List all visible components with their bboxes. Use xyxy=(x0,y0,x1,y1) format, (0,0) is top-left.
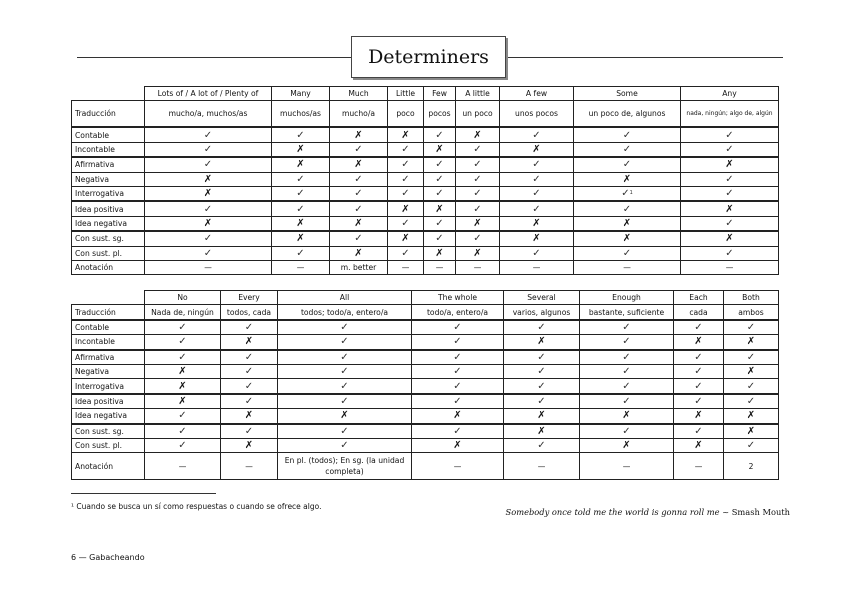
column-header: Many xyxy=(272,87,330,101)
row-label: Idea negativa xyxy=(72,409,145,424)
annotation-cell: — xyxy=(388,260,424,274)
check-mark: ✓ xyxy=(330,201,388,216)
check-mark: ✓ xyxy=(681,172,779,186)
check-mark: ✓ xyxy=(681,216,779,231)
column-header: Some xyxy=(574,87,681,101)
translation-text: nada, ningún; algo de, algún xyxy=(686,109,773,117)
annotation-cell: — xyxy=(145,260,272,274)
check-mark: ✓ xyxy=(574,127,681,142)
column-header: Little xyxy=(388,87,424,101)
translation-cell: mucho/a, muchos/as xyxy=(145,101,272,128)
table-row xyxy=(72,424,779,439)
footnote: ¹ Cuando se busca un sí como respuestas o cuando se ofrece algo. xyxy=(71,502,322,511)
quote-author: Smash Mouth xyxy=(731,507,790,517)
annotation-cell: — xyxy=(145,453,221,480)
check-mark: ✓ xyxy=(724,320,779,335)
check-mark: ✓ xyxy=(504,350,580,365)
check-mark: ✓ xyxy=(412,320,504,335)
page-title: Determiners xyxy=(351,36,506,78)
annotation-cell: — xyxy=(456,260,500,274)
determiners-table-2 xyxy=(71,290,779,480)
table-row xyxy=(72,231,779,246)
column-header: Every xyxy=(221,291,278,305)
check-mark: ✓ xyxy=(500,157,574,172)
cross-mark: ✗ xyxy=(574,216,681,231)
row-label: Contable xyxy=(72,320,145,335)
check-mark: ✓ xyxy=(272,186,330,201)
check-mark: ✓ xyxy=(681,246,779,260)
cross-mark: ✗ xyxy=(221,335,278,350)
check-mark: ✓ xyxy=(574,142,681,157)
check-mark: ✓ xyxy=(272,172,330,186)
column-header: No xyxy=(145,291,221,305)
check-mark: ✓ xyxy=(424,216,456,231)
translation-cell: todo/a, entero/a xyxy=(412,305,504,320)
check-mark: ✓ xyxy=(388,246,424,260)
translation-cell: todos; todo/a, entero/a xyxy=(278,305,412,320)
column-header: The whole xyxy=(412,291,504,305)
column-header: Several xyxy=(504,291,580,305)
check-mark: ✓ xyxy=(504,320,580,335)
table-row xyxy=(72,142,779,157)
cross-mark: ✗ xyxy=(330,157,388,172)
table-row xyxy=(72,216,779,231)
row-label: Idea positiva xyxy=(72,201,145,216)
translation-cell: todos, cada xyxy=(221,305,278,320)
check-mark: ✓ xyxy=(456,142,500,157)
translation-cell: varios, algunos xyxy=(504,305,580,320)
row-label: Incontable xyxy=(72,142,145,157)
column-header: Enough xyxy=(580,291,674,305)
translation-cell: cada xyxy=(674,305,724,320)
header-row xyxy=(72,291,779,305)
check-mark: ✓ xyxy=(145,201,272,216)
row-label: Negativa xyxy=(72,172,145,186)
check-mark: ✓ xyxy=(145,335,221,350)
cross-mark: ✗ xyxy=(724,424,779,439)
check-mark: ✓ xyxy=(278,379,412,394)
check-mark: ✓ xyxy=(278,364,412,378)
cross-mark: ✗ xyxy=(580,438,674,452)
row-label: Idea negativa xyxy=(72,216,145,231)
check-mark: ✓ xyxy=(424,186,456,201)
cross-mark: ✗ xyxy=(221,409,278,424)
check-mark: ✓ xyxy=(145,127,272,142)
cross-mark: ✗ xyxy=(145,394,221,409)
check-mark: ✓ xyxy=(456,186,500,201)
check-mark: ✓ xyxy=(145,438,221,452)
cross-mark: ✗ xyxy=(388,231,424,246)
cross-mark: ✗ xyxy=(500,231,574,246)
column-header: Any xyxy=(681,87,779,101)
check-mark: ✓ xyxy=(504,394,580,409)
check-mark: ✓ xyxy=(504,438,580,452)
translation-cell: poco xyxy=(388,101,424,128)
column-header: Much xyxy=(330,87,388,101)
check-mark: ✓ xyxy=(221,320,278,335)
check-mark: ✓ xyxy=(580,350,674,365)
check-mark: ✓ xyxy=(278,394,412,409)
check-mark: ✓ xyxy=(456,157,500,172)
check-mark: ✓ xyxy=(278,335,412,350)
check-mark: ✓ xyxy=(145,320,221,335)
check-mark: ✓ xyxy=(412,394,504,409)
annotation-cell: — xyxy=(674,453,724,480)
row-label: Afirmativa xyxy=(72,350,145,365)
check-mark: ✓ xyxy=(424,157,456,172)
cross-mark: ✗ xyxy=(580,409,674,424)
check-mark: ✓ xyxy=(272,246,330,260)
translation-cell: Nada de, ningún xyxy=(145,305,221,320)
cross-mark: ✗ xyxy=(388,201,424,216)
check-mark: ✓ xyxy=(388,157,424,172)
check-mark: ✓ xyxy=(412,364,504,378)
check-mark: ✓ xyxy=(674,379,724,394)
cross-mark: ✗ xyxy=(574,231,681,246)
row-label: Con sust. pl. xyxy=(72,438,145,452)
check-mark: ✓ xyxy=(724,394,779,409)
page-number: 6 — Gabacheando xyxy=(71,553,145,562)
check-mark: ✓ xyxy=(580,364,674,378)
column-header: Few xyxy=(424,87,456,101)
row-label: Interrogativa xyxy=(72,379,145,394)
check-mark: ✓ xyxy=(580,320,674,335)
check-mark: ✓ xyxy=(330,231,388,246)
cross-mark: ✗ xyxy=(424,201,456,216)
cross-mark: ✗ xyxy=(681,157,779,172)
title-rule-left xyxy=(77,57,351,58)
check-mark: ✓ xyxy=(424,231,456,246)
row-label: Negativa xyxy=(72,364,145,378)
check-mark: ✓ xyxy=(500,201,574,216)
check-mark: ✓ xyxy=(574,201,681,216)
cross-mark: ✗ xyxy=(278,409,412,424)
check-mark: ✓ xyxy=(580,335,674,350)
cross-mark: ✗ xyxy=(674,409,724,424)
check-mark: ✓$^1$ xyxy=(574,186,681,201)
cross-mark: ✗ xyxy=(388,127,424,142)
quote-text: Somebody once told me the world is gonna roll me ~ xyxy=(505,507,732,517)
table-row xyxy=(72,157,779,172)
table-row xyxy=(72,101,779,128)
cross-mark: ✗ xyxy=(145,364,221,378)
cross-mark: ✗ xyxy=(724,335,779,350)
row-label: Con sust. sg. xyxy=(72,424,145,439)
cross-mark: ✗ xyxy=(504,409,580,424)
check-mark: ✓ xyxy=(278,438,412,452)
cross-mark: ✗ xyxy=(674,335,724,350)
quote xyxy=(506,507,790,517)
check-mark: ✓ xyxy=(412,335,504,350)
table-row xyxy=(72,172,779,186)
check-mark: ✓ xyxy=(681,186,779,201)
check-mark: ✓ xyxy=(574,157,681,172)
translation-cell: un poco de, algunos xyxy=(574,101,681,128)
table-row xyxy=(72,260,779,274)
cross-mark: ✗ xyxy=(681,231,779,246)
cross-mark: ✗ xyxy=(504,335,580,350)
check-mark: ✓ xyxy=(456,231,500,246)
check-mark: ✓ xyxy=(145,409,221,424)
check-mark: ✓ xyxy=(674,424,724,439)
cross-mark: ✗ xyxy=(272,216,330,231)
check-mark: ✓ xyxy=(412,350,504,365)
translation-cell: mucho/a xyxy=(330,101,388,128)
check-mark: ✓ xyxy=(674,350,724,365)
check-mark: ✓ xyxy=(412,379,504,394)
cross-mark: ✗ xyxy=(145,216,272,231)
table-row xyxy=(72,335,779,350)
table-row xyxy=(72,364,779,378)
determiners-table-1 xyxy=(71,86,779,275)
row-label: Interrogativa xyxy=(72,186,145,201)
translation-cell: ambos xyxy=(724,305,779,320)
table-row xyxy=(72,350,779,365)
row-label: Idea positiva xyxy=(72,394,145,409)
table-row xyxy=(72,409,779,424)
check-mark: ✓ xyxy=(504,379,580,394)
check-mark: ✓ xyxy=(681,127,779,142)
check-mark: ✓ xyxy=(580,379,674,394)
cross-mark: ✗ xyxy=(221,438,278,452)
cross-mark: ✗ xyxy=(424,142,456,157)
check-mark: ✓ xyxy=(456,172,500,186)
cross-mark: ✗ xyxy=(724,364,779,378)
column-header: A few xyxy=(500,87,574,101)
check-mark: ✓ xyxy=(145,142,272,157)
footnote-marker: 1 xyxy=(629,190,633,197)
check-mark: ✓ xyxy=(278,350,412,365)
check-mark: ✓ xyxy=(580,424,674,439)
annotation-cell: — xyxy=(412,453,504,480)
cross-mark: ✗ xyxy=(330,127,388,142)
table-row xyxy=(72,320,779,335)
cross-mark: ✗ xyxy=(574,172,681,186)
annotation-cell: — xyxy=(272,260,330,274)
check-mark: ✓ xyxy=(221,424,278,439)
check-mark: ✓ xyxy=(724,350,779,365)
cross-mark: ✗ xyxy=(412,438,504,452)
translation-cell: unos pocos xyxy=(500,101,574,128)
row-label: Contable xyxy=(72,127,145,142)
check-mark: ✓ xyxy=(724,379,779,394)
check-mark: ✓ xyxy=(674,320,724,335)
check-mark: ✓ xyxy=(504,364,580,378)
check-mark: ✓ xyxy=(424,172,456,186)
row-label: Anotación xyxy=(72,453,145,480)
column-header: A little xyxy=(456,87,500,101)
cross-mark: ✗ xyxy=(424,246,456,260)
annotation-cell: — xyxy=(424,260,456,274)
row-label: Incontable xyxy=(72,335,145,350)
check-mark: ✓ xyxy=(145,424,221,439)
column-header: Both xyxy=(724,291,779,305)
check-mark: ✓ xyxy=(724,438,779,452)
table-row xyxy=(72,394,779,409)
check-mark: ✓ xyxy=(388,142,424,157)
table-row xyxy=(72,379,779,394)
annotation-cell: — xyxy=(221,453,278,480)
annotation-cell: — xyxy=(574,260,681,274)
table-row xyxy=(72,246,779,260)
cross-mark: ✗ xyxy=(674,438,724,452)
row-label: Traducción xyxy=(72,101,145,128)
check-mark: ✓ xyxy=(412,424,504,439)
translation-cell xyxy=(681,101,779,128)
translation-cell: bastante, suficiente xyxy=(580,305,674,320)
footnote-rule xyxy=(71,493,216,494)
check-mark: ✓ xyxy=(145,157,272,172)
header-blank xyxy=(72,87,145,101)
annotation-cell: m. better xyxy=(330,260,388,274)
cross-mark: ✗ xyxy=(145,186,272,201)
check-mark: ✓ xyxy=(500,246,574,260)
column-header: Each xyxy=(674,291,724,305)
check-mark: ✓ xyxy=(330,172,388,186)
cross-mark: ✗ xyxy=(330,246,388,260)
cross-mark: ✗ xyxy=(272,231,330,246)
check-mark: ✓ xyxy=(456,201,500,216)
translation-cell: pocos xyxy=(424,101,456,128)
annotation-cell: 2 xyxy=(724,453,779,480)
check-mark: ✓ xyxy=(145,231,272,246)
check-mark: ✓ xyxy=(674,364,724,378)
cross-mark: ✗ xyxy=(272,142,330,157)
cross-mark: ✗ xyxy=(145,379,221,394)
cross-mark: ✗ xyxy=(500,142,574,157)
check-mark: ✓ xyxy=(580,394,674,409)
check-mark: ✓ xyxy=(145,350,221,365)
table-row xyxy=(72,453,779,480)
check-mark: ✓ xyxy=(424,127,456,142)
cross-mark: ✗ xyxy=(456,246,500,260)
check-mark: ✓ xyxy=(674,394,724,409)
check-mark: ✓ xyxy=(272,201,330,216)
check-mark: ✓ xyxy=(221,350,278,365)
check-mark: ✓ xyxy=(145,246,272,260)
check-mark: ✓ xyxy=(221,364,278,378)
annotation-cell: — xyxy=(500,260,574,274)
check-mark: ✓ xyxy=(278,424,412,439)
cross-mark: ✗ xyxy=(456,216,500,231)
table-row xyxy=(72,127,779,142)
header-row xyxy=(72,87,779,101)
check-mark: ✓ xyxy=(330,142,388,157)
column-header: All xyxy=(278,291,412,305)
check-mark: ✓ xyxy=(272,127,330,142)
cross-mark: ✗ xyxy=(456,127,500,142)
check-mark: ✓ xyxy=(388,186,424,201)
table-row xyxy=(72,305,779,320)
check-mark: ✓ xyxy=(574,246,681,260)
title-rule-right xyxy=(504,57,783,58)
check-mark: ✓ xyxy=(500,186,574,201)
table-row xyxy=(72,438,779,452)
row-label: Traducción xyxy=(72,305,145,320)
check-mark: ✓ xyxy=(221,394,278,409)
check-mark: ✓ xyxy=(388,172,424,186)
row-label: Afirmativa xyxy=(72,157,145,172)
check-mark: ✓ xyxy=(500,172,574,186)
check-mark: ✓ xyxy=(330,186,388,201)
row-label: Con sust. sg. xyxy=(72,231,145,246)
cross-mark: ✗ xyxy=(724,409,779,424)
annotation-cell: — xyxy=(504,453,580,480)
table-row xyxy=(72,201,779,216)
translation-cell: muchos/as xyxy=(272,101,330,128)
annotation-cell: — xyxy=(580,453,674,480)
annotation-cell: — xyxy=(681,260,779,274)
cross-mark: ✗ xyxy=(145,172,272,186)
cross-mark: ✗ xyxy=(272,157,330,172)
column-header: Lots of / A lot of / Plenty of xyxy=(145,87,272,101)
cross-mark: ✗ xyxy=(330,216,388,231)
check-mark: ✓ xyxy=(681,142,779,157)
header-blank xyxy=(72,291,145,305)
table-row xyxy=(72,186,779,201)
check-mark: ✓ xyxy=(278,320,412,335)
annotation-cell: En pl. (todos); En sg. (la unidad completa) xyxy=(278,453,412,480)
translation-cell: un poco xyxy=(456,101,500,128)
row-label: Anotación xyxy=(72,260,145,274)
row-label: Con sust. pl. xyxy=(72,246,145,260)
cross-mark: ✗ xyxy=(681,201,779,216)
cross-mark: ✗ xyxy=(500,216,574,231)
check-mark: ✓ xyxy=(500,127,574,142)
check-mark: ✓ xyxy=(388,216,424,231)
cross-mark: ✗ xyxy=(504,424,580,439)
check-mark: ✓ xyxy=(221,379,278,394)
cross-mark: ✗ xyxy=(412,409,504,424)
